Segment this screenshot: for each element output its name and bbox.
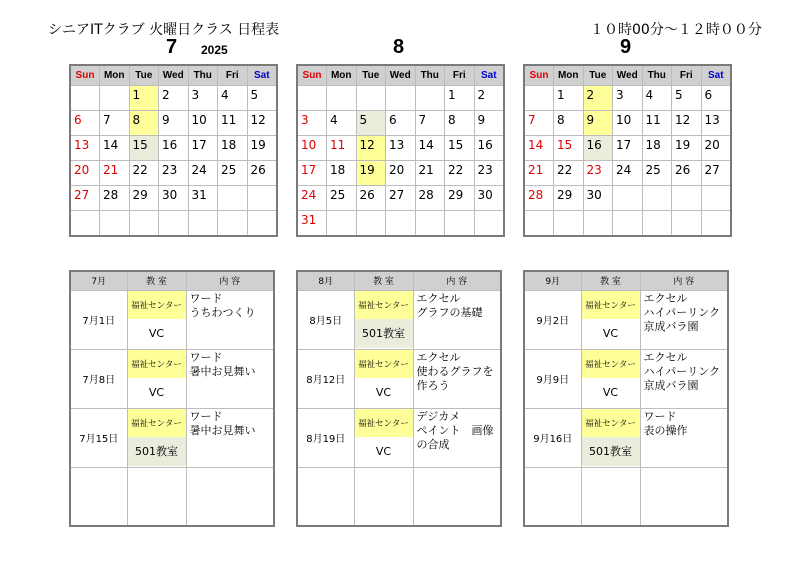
room-name: VC: [375, 385, 392, 399]
calendar-day: 12: [356, 136, 386, 161]
room-name: VC: [602, 385, 619, 399]
calendar-day: 19: [247, 136, 277, 161]
weekday-header: Tue: [583, 65, 613, 86]
facility-name: 福祉センター: [128, 350, 186, 378]
lesson-date: [70, 467, 127, 526]
month-title-july: 7: [166, 36, 178, 58]
schedule-row: [524, 349, 728, 408]
room-name: VC: [148, 385, 165, 399]
calendar-day: 27: [386, 186, 416, 211]
calendar-day: 22: [129, 161, 159, 186]
month-title-august: 8: [393, 36, 405, 58]
calendar-empty-cell: [218, 211, 248, 236]
calendar-empty-cell: [100, 211, 130, 236]
calendar-day: 1: [129, 86, 159, 111]
room-name: VC: [602, 326, 619, 340]
calendar-day: 15: [554, 136, 584, 161]
weekday-header: Tue: [356, 65, 386, 86]
calendar-day: 19: [672, 136, 702, 161]
lesson-content-line: エクセル: [416, 350, 461, 364]
calendar-day: 16: [159, 136, 189, 161]
weekday-header: Sun: [70, 65, 100, 86]
lesson-content: [640, 290, 728, 349]
calendar-day: 16: [474, 136, 504, 161]
lesson-content: [186, 349, 274, 408]
lesson-content-line: 暑中お見舞い: [189, 423, 256, 437]
calendar-day: 13: [701, 111, 731, 136]
calendar-empty-cell: [247, 186, 277, 211]
calendar-day: 21: [524, 161, 554, 186]
calendar-day: 30: [159, 186, 189, 211]
calendar-day: 28: [415, 186, 445, 211]
calendar-empty-cell: [218, 186, 248, 211]
calendar-empty-cell: [554, 211, 584, 236]
calendar-empty-cell: [129, 211, 159, 236]
schedule-row: [297, 349, 501, 408]
room-name: VC: [148, 326, 165, 340]
calendar-day: 7: [524, 111, 554, 136]
calendar-month-7: [69, 64, 278, 237]
schedule-row: [70, 290, 274, 349]
schedule-content-header: 内 容: [640, 271, 728, 290]
weekday-header: Tue: [129, 65, 159, 86]
calendar-empty-cell: [613, 186, 643, 211]
lesson-content-line: 作ろう: [416, 378, 450, 392]
calendar-empty-cell: [415, 86, 445, 111]
lesson-date: 7月1日: [70, 290, 127, 349]
calendar-day: 14: [524, 136, 554, 161]
lesson-content-line: 表の操作: [643, 423, 688, 437]
schedule-row: [524, 467, 728, 526]
schedule-table: [523, 270, 729, 527]
lesson-room: [581, 290, 640, 349]
weekday-header: Fri: [672, 65, 702, 86]
lesson-content-line: 使わるグラフを: [416, 364, 494, 378]
lesson-content-line: 京成バラ園: [643, 378, 699, 392]
lesson-room: [127, 467, 186, 526]
calendar-empty-cell: [327, 86, 357, 111]
calendar-day: 10: [188, 111, 218, 136]
calendar-day: 22: [554, 161, 584, 186]
schedule-row: [297, 467, 501, 526]
calendar-day: 7: [415, 111, 445, 136]
calendar-day: 29: [129, 186, 159, 211]
calendar-day: 1: [554, 86, 584, 111]
lesson-date: 8月5日: [297, 290, 354, 349]
calendar-day: 12: [672, 111, 702, 136]
calendar-day: 24: [188, 161, 218, 186]
weekday-header: Thu: [415, 65, 445, 86]
calendar-day: 13: [386, 136, 416, 161]
calendar-day: 14: [415, 136, 445, 161]
month-title-september: 9: [620, 36, 632, 58]
calendar-day: 23: [159, 161, 189, 186]
lesson-content: [640, 349, 728, 408]
calendar-day: 23: [474, 161, 504, 186]
schedule-row: [70, 408, 274, 467]
schedule-row: [297, 408, 501, 467]
calendar-month-9: [523, 64, 732, 237]
schedule-table: [69, 270, 275, 527]
calendar-day: 28: [524, 186, 554, 211]
calendar-empty-cell: [327, 211, 357, 236]
lesson-room: [581, 408, 640, 467]
calendar-day: 20: [386, 161, 416, 186]
lesson-content: [413, 408, 501, 467]
lesson-content: [413, 349, 501, 408]
calendar-day: 9: [474, 111, 504, 136]
calendar-empty-cell: [356, 211, 386, 236]
calendar-day: 8: [129, 111, 159, 136]
lesson-content: [413, 467, 501, 526]
lesson-content: [186, 408, 274, 467]
weekday-header: Thu: [642, 65, 672, 86]
room-name: 501教室: [582, 437, 640, 466]
calendar-day: 8: [554, 111, 584, 136]
calendar-day: 17: [297, 161, 327, 186]
facility-name: 福祉センター: [128, 409, 186, 437]
calendar-day: 4: [327, 111, 357, 136]
calendar-day: 3: [188, 86, 218, 111]
calendar-day: 6: [386, 111, 416, 136]
facility-name: 福祉センター: [355, 409, 413, 437]
calendar-day: 5: [672, 86, 702, 111]
calendar-empty-cell: [672, 186, 702, 211]
lesson-content-line: ハイパーリンク: [643, 305, 721, 319]
schedule-month-header: 7月: [70, 271, 127, 290]
lesson-content-line: デジカメ: [416, 409, 461, 423]
calendar-empty-cell: [415, 211, 445, 236]
calendar-day: 16: [583, 136, 613, 161]
calendar-day: 3: [297, 111, 327, 136]
calendar-day: 26: [356, 186, 386, 211]
lesson-content-line: 京成バラ園: [643, 319, 699, 333]
weekday-header: Sun: [524, 65, 554, 86]
calendar-day: 15: [129, 136, 159, 161]
calendar-day: 30: [474, 186, 504, 211]
schedule-row: [297, 290, 501, 349]
calendar-empty-cell: [701, 211, 731, 236]
calendar-day: 20: [701, 136, 731, 161]
calendar-month-8: [296, 64, 505, 237]
lesson-content-line: ワード: [189, 291, 223, 305]
weekday-header: Fri: [445, 65, 475, 86]
lesson-room: [354, 408, 413, 467]
calendar-empty-cell: [583, 211, 613, 236]
facility-name: 福祉センター: [355, 291, 413, 319]
schedule-table: [296, 270, 502, 527]
weekday-header: Sat: [701, 65, 731, 86]
schedule-room-header: 教 室: [354, 271, 413, 290]
calendar-day: 30: [583, 186, 613, 211]
calendar-day: 21: [100, 161, 130, 186]
calendar-day: 3: [613, 86, 643, 111]
weekday-header: Wed: [159, 65, 189, 86]
calendar-day: 24: [297, 186, 327, 211]
calendar-day: 20: [70, 161, 100, 186]
lesson-room: [581, 467, 640, 526]
facility-name: 福祉センター: [582, 350, 640, 378]
lesson-content-line: うちわつくり: [189, 305, 256, 319]
facility-name: 福祉センター: [582, 409, 640, 437]
facility-name: 福祉センター: [128, 291, 186, 319]
calendar-empty-cell: [524, 211, 554, 236]
lesson-date: 7月8日: [70, 349, 127, 408]
calendar-day: 7: [100, 111, 130, 136]
calendar-day: 11: [642, 111, 672, 136]
room-name: 501教室: [128, 437, 186, 466]
calendar-empty-cell: [524, 86, 554, 111]
weekday-header: Sat: [247, 65, 277, 86]
schedule-row: [70, 349, 274, 408]
calendar-day: 11: [218, 111, 248, 136]
calendar-day: 13: [70, 136, 100, 161]
calendar-day: 31: [297, 211, 327, 236]
calendar-day: 9: [159, 111, 189, 136]
lesson-room: [127, 408, 186, 467]
calendar-empty-cell: [386, 211, 416, 236]
calendar-day: 6: [701, 86, 731, 111]
lesson-room: [354, 467, 413, 526]
weekday-header: Fri: [218, 65, 248, 86]
lesson-content-line: エクセル: [643, 291, 688, 305]
calendar-day: 26: [247, 161, 277, 186]
lesson-room: [354, 349, 413, 408]
lesson-room: [127, 349, 186, 408]
schedule-row: [524, 408, 728, 467]
lesson-date: 9月16日: [524, 408, 581, 467]
weekday-header: Sat: [474, 65, 504, 86]
calendar-day: 4: [642, 86, 672, 111]
schedule-content-header: 内 容: [186, 271, 274, 290]
lesson-content: [640, 408, 728, 467]
calendar-day: 14: [100, 136, 130, 161]
lesson-date: 9月9日: [524, 349, 581, 408]
calendar-empty-cell: [474, 211, 504, 236]
calendar-empty-cell: [642, 186, 672, 211]
calendar-day: 22: [445, 161, 475, 186]
calendar-empty-cell: [386, 86, 416, 111]
calendar-day: 9: [583, 111, 613, 136]
weekday-header: Mon: [554, 65, 584, 86]
lesson-content-line: エクセル: [643, 350, 688, 364]
calendar-empty-cell: [247, 211, 277, 236]
lesson-content: [640, 467, 728, 526]
room-name: VC: [375, 444, 392, 458]
lesson-content-line: エクセル: [416, 291, 461, 305]
lesson-date: [524, 467, 581, 526]
calendar-empty-cell: [159, 211, 189, 236]
calendar-day: 23: [583, 161, 613, 186]
calendar-day: 27: [70, 186, 100, 211]
lesson-content-line: ペイント 画像: [416, 423, 494, 437]
calendar-day: 2: [583, 86, 613, 111]
calendar-day: 24: [613, 161, 643, 186]
lesson-date: 8月19日: [297, 408, 354, 467]
facility-name: 福祉センター: [582, 291, 640, 319]
calendar-day: 29: [554, 186, 584, 211]
weekday-header: Mon: [100, 65, 130, 86]
calendar-day: 21: [415, 161, 445, 186]
calendar-empty-cell: [188, 211, 218, 236]
lesson-content-line: ワード: [189, 409, 223, 423]
lesson-content-line: ハイパーリンク: [643, 364, 721, 378]
calendar-day: 27: [701, 161, 731, 186]
lesson-content: [186, 467, 274, 526]
calendar-day: 29: [445, 186, 475, 211]
calendar-day: 6: [70, 111, 100, 136]
calendar-day: 8: [445, 111, 475, 136]
calendar-day: 28: [100, 186, 130, 211]
schedule-room-header: 教 室: [127, 271, 186, 290]
calendar-empty-cell: [701, 186, 731, 211]
schedule-month-header: 8月: [297, 271, 354, 290]
calendar-day: 18: [642, 136, 672, 161]
room-name: 501教室: [355, 319, 413, 348]
weekday-header: Mon: [327, 65, 357, 86]
lesson-date: 9月2日: [524, 290, 581, 349]
calendar-day: 26: [672, 161, 702, 186]
calendar-empty-cell: [356, 86, 386, 111]
page-title: シニアITクラブ 火曜日クラス 日程表: [48, 22, 280, 38]
lesson-content-line: グラフの基礎: [416, 305, 483, 319]
calendar-day: 5: [247, 86, 277, 111]
lesson-content-line: ワード: [643, 409, 677, 423]
schedule-month-header: 9月: [524, 271, 581, 290]
calendar-day: 11: [327, 136, 357, 161]
calendar-empty-cell: [70, 211, 100, 236]
lesson-content-line: ワード: [189, 350, 223, 364]
calendar-day: 4: [218, 86, 248, 111]
calendar-day: 25: [218, 161, 248, 186]
calendar-empty-cell: [613, 211, 643, 236]
calendar-day: 10: [613, 111, 643, 136]
lesson-content: [413, 290, 501, 349]
lesson-room: [581, 349, 640, 408]
calendar-day: 5: [356, 111, 386, 136]
calendar-day: 17: [188, 136, 218, 161]
calendar-day: 2: [159, 86, 189, 111]
calendar-day: 1: [445, 86, 475, 111]
lesson-room: [127, 290, 186, 349]
calendar-day: 17: [613, 136, 643, 161]
calendar-day: 25: [327, 186, 357, 211]
lesson-date: 8月12日: [297, 349, 354, 408]
schedule-row: [524, 290, 728, 349]
calendar-empty-cell: [445, 211, 475, 236]
calendar-empty-cell: [672, 211, 702, 236]
calendar-day: 31: [188, 186, 218, 211]
lesson-date: 7月15日: [70, 408, 127, 467]
lesson-room: [354, 290, 413, 349]
calendar-day: 10: [297, 136, 327, 161]
year-label: 2025: [201, 43, 228, 57]
lesson-content: [186, 290, 274, 349]
calendar-day: 12: [247, 111, 277, 136]
class-time: １０時00分～１２時００分: [590, 22, 762, 38]
lesson-content-line: 暑中お見舞い: [189, 364, 256, 378]
calendar-empty-cell: [642, 211, 672, 236]
calendar-day: 15: [445, 136, 475, 161]
schedule-content-header: 内 容: [413, 271, 501, 290]
calendar-day: 19: [356, 161, 386, 186]
weekday-header: Sun: [297, 65, 327, 86]
calendar-day: 18: [218, 136, 248, 161]
calendar-empty-cell: [100, 86, 130, 111]
lesson-content-line: の合成: [416, 437, 450, 451]
calendar-empty-cell: [70, 86, 100, 111]
calendar-day: 2: [474, 86, 504, 111]
schedule-room-header: 教 室: [581, 271, 640, 290]
weekday-header: Wed: [613, 65, 643, 86]
weekday-header: Wed: [386, 65, 416, 86]
schedule-row: [70, 467, 274, 526]
calendar-day: 25: [642, 161, 672, 186]
facility-name: 福祉センター: [355, 350, 413, 378]
weekday-header: Thu: [188, 65, 218, 86]
lesson-date: [297, 467, 354, 526]
calendar-day: 18: [327, 161, 357, 186]
calendar-empty-cell: [297, 86, 327, 111]
